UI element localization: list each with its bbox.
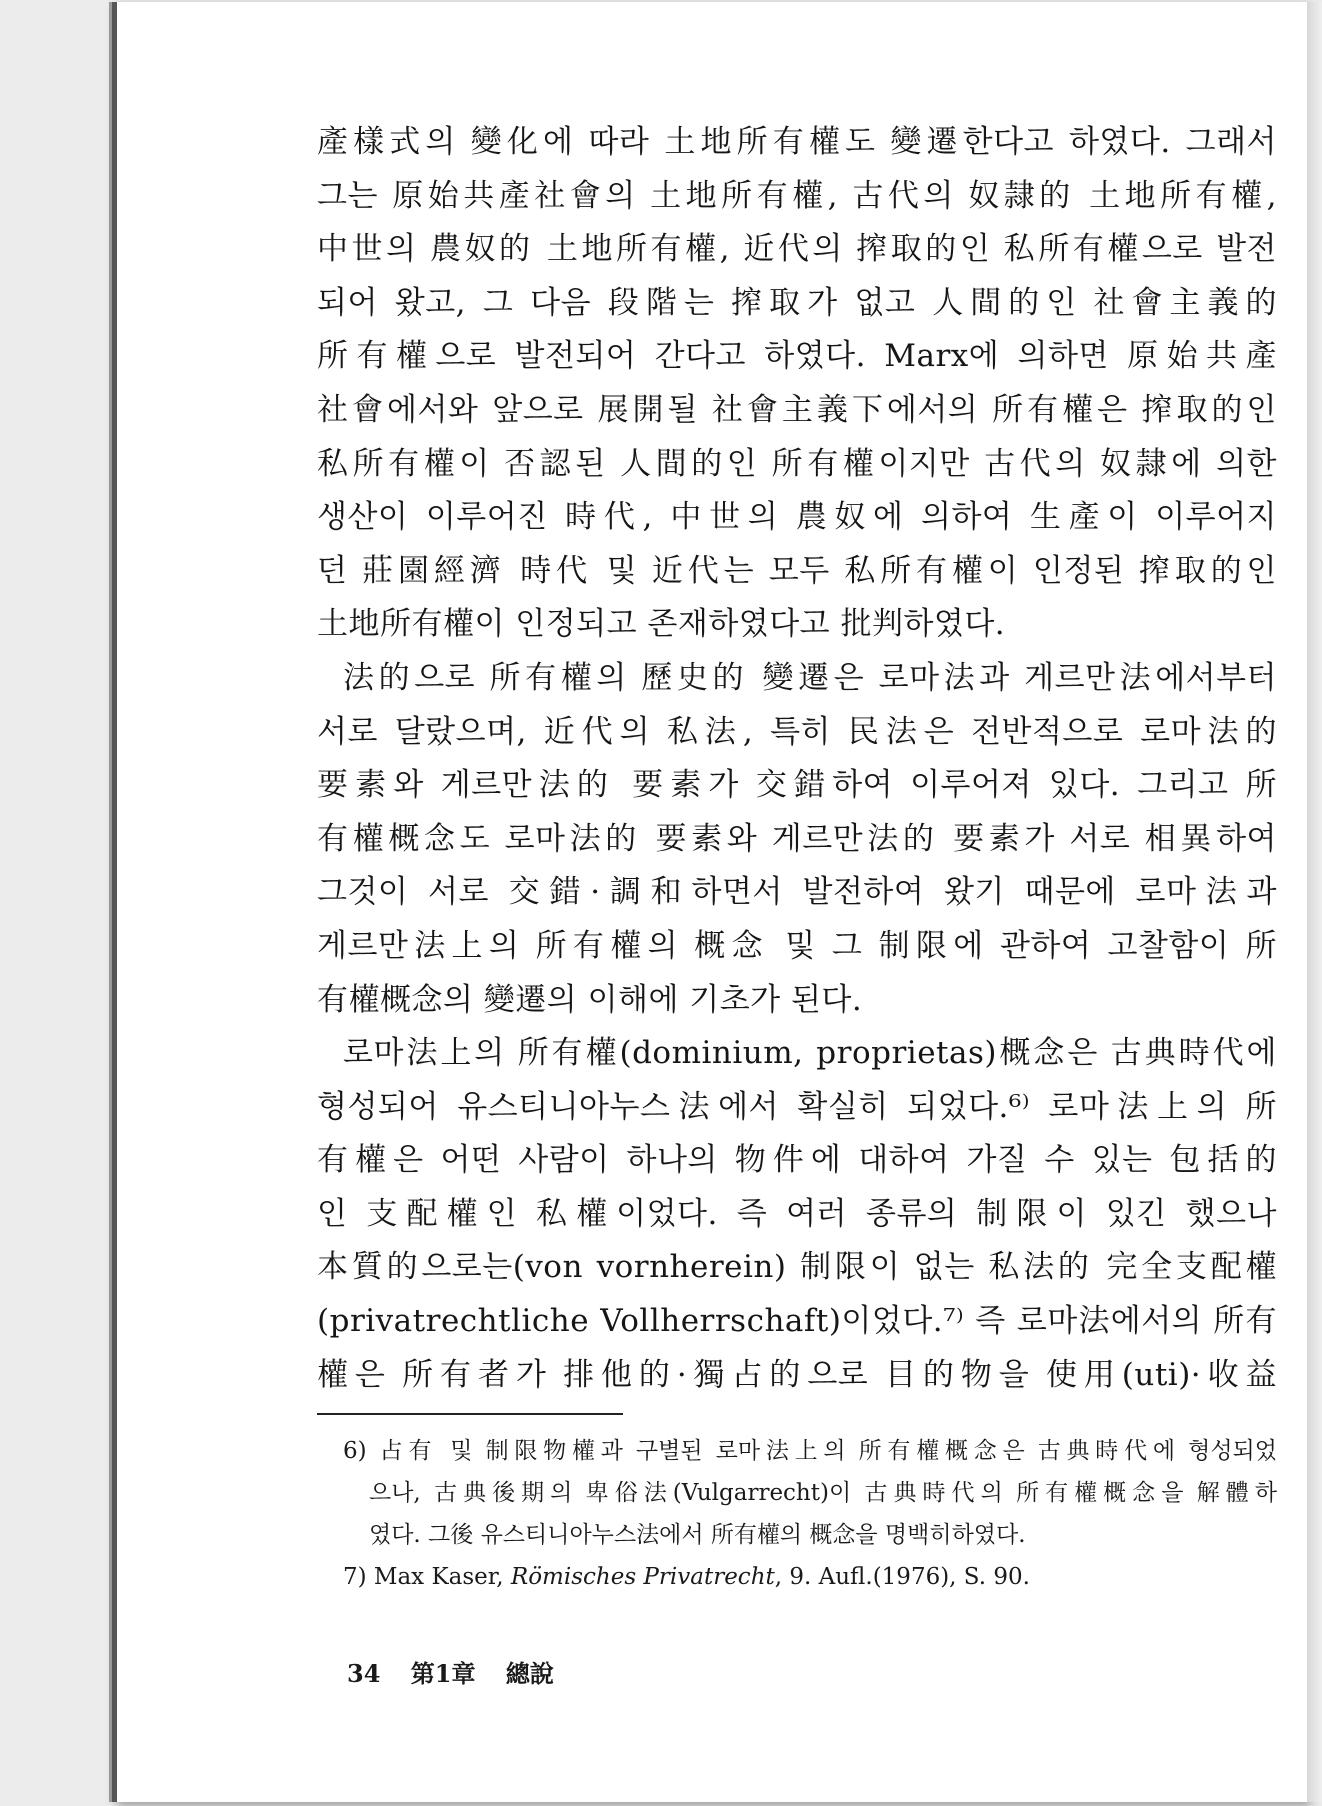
- footnote-divider: [317, 1413, 623, 1415]
- footnote-7-prefix: 7) Max Kaser,: [343, 1564, 511, 1590]
- text-line: 所有權으로 발전되어 간다고 하였다. Marx에 의하면 原始共產: [317, 338, 1277, 375]
- text-line: 中世의 農奴的 土地所有權, 近代의 搾取的인 私所有權으로 발전: [317, 231, 1277, 268]
- page-folio: [347, 1654, 576, 1689]
- footnote-7: [317, 1556, 1277, 1598]
- footnote-7-suffix: , 9. Aufl.(1976), S. 90.: [774, 1564, 1030, 1590]
- text-line: 되어 왔고, 그 다음 段階는 搾取가 없고 人間的인 社會主義的: [317, 284, 1277, 321]
- text-line: 有權概念의 變遷의 이해에 기초가 된다.: [317, 981, 863, 1018]
- text-line: 本質的으로는(von vornherein) 制限이 없는 私法的 完全支配權: [317, 1249, 1277, 1286]
- footnotes: [317, 1430, 1277, 1598]
- footnote-6-line: 으나, 古典後期의 卑俗法(Vulgarrecht)이 古典時代의 所有權概念을 解體하: [369, 1480, 1277, 1506]
- text-line: 그는 原始共產社會의 土地所有權, 古代의 奴隷的 土地所有權,: [317, 177, 1277, 214]
- page-number: 34: [347, 1659, 381, 1688]
- text-line: 土地所有權이 인정되고 존재하였다고 批判하였다.: [317, 606, 1006, 643]
- chapter-title: 總說: [505, 1659, 554, 1688]
- text-line: 생산이 이루어진 時代, 中世의 農奴에 의하여 生產이 이루어지: [317, 499, 1277, 536]
- text-line: 要素와 게르만法的 要素가 交錯하여 이루어져 있다. 그리고 所: [317, 767, 1277, 804]
- text-line: 產樣式의 變化에 따라 土地所有權도 變遷한다고 하였다. 그래서: [317, 124, 1277, 160]
- footnote-6-line: 6) 占有 및 制限物權과 구별된 로마法上의 所有權概念은 古典時代에 형성되었: [343, 1438, 1277, 1464]
- text-line: 有權概念도 로마法的 要素와 게르만法的 要素가 서로 相異하여: [317, 820, 1277, 857]
- text-line: 有權은 어떤 사람이 하나의 物件에 대하여 가질 수 있는 包括的: [317, 1142, 1277, 1179]
- text-line: (privatrechtliche Vollherrschaft)이었다.⁷⁾ 즉 로마法에서의 所有: [317, 1303, 1277, 1340]
- text-line: 인 支配權인 私權이었다. 즉 여러 종류의 制限이 있긴 했으나: [317, 1195, 1277, 1232]
- text-line: 社會에서와 앞으로 展開될 社會主義下에서의 所有權은 搾取的인: [317, 391, 1277, 428]
- paragraph-start-line: 法的으로 所有權의 歷史的 變遷은 로마法과 게르만法에서부터: [343, 659, 1277, 696]
- paragraph-start-line: 로마法上의 所有權(dominium, proprietas)概念은 古典時代에: [343, 1035, 1277, 1072]
- text-line: 그것이 서로 交錯·調和하면서 발전하여 왔기 때문에 로마法과: [317, 874, 1277, 911]
- text-line: 權은 所有者가 排他的·獨占的으로 目的物을 使用(uti)·收益: [317, 1356, 1277, 1393]
- body-text: [317, 116, 1277, 1402]
- chapter-label: 第1章: [410, 1659, 476, 1688]
- text-line: 게르만法上의 所有權의 概念 및 그 制限에 관하여 고찰함이 所: [317, 927, 1277, 964]
- book-page: [112, 2, 1307, 1802]
- text-line: 서로 달랐으며, 近代의 私法, 특히 民法은 전반적으로 로마法的: [317, 713, 1277, 750]
- text-line: 형성되어 유스티니아누스法에서 확실히 되었다.⁶⁾ 로마法上의 所: [317, 1088, 1277, 1125]
- text-line: 던 莊園經濟 時代 및 近代는 모두 私所有權이 인정된 搾取的인: [317, 552, 1277, 589]
- text-line: 私所有權이 否認된 人間的인 所有權이지만 古代의 奴隷에 의한: [317, 445, 1277, 482]
- footnote-7-title: Römisches Privatrecht: [510, 1564, 775, 1590]
- footnote-6-line: 였다. 그後 유스티니아누스法에서 所有權의 概念을 명백히하였다.: [369, 1522, 1026, 1548]
